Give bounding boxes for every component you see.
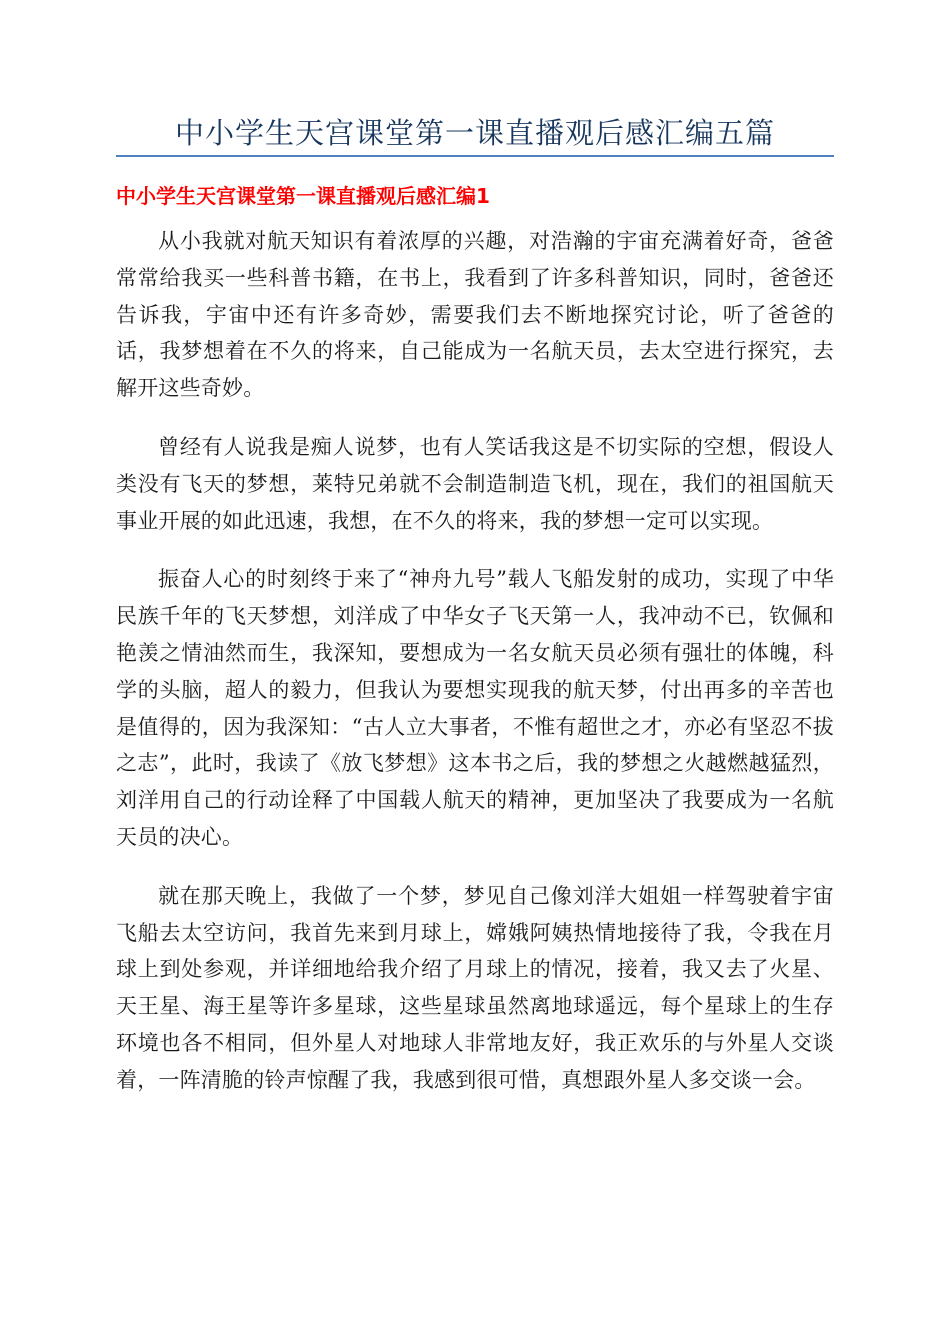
body-paragraph-1: 从小我就对航天知识有着浓厚的兴趣，对浩瀚的宇宙充满着好奇，爸爸常常给我买一些科普书籍，在书上，我看到了许多科普知识，同时，爸爸还告诉我，宇宙中还有许多奇妙，需要我们去不断地探究讨论，听了爸爸的话，我梦想着在不久的将来，自己能成为一名航天员，去太空进行探究，去解开这些奇妙。 xyxy=(116,229,834,401)
document-title: 中小学生天宫课堂第一课直播观后感汇编五篇 xyxy=(174,116,775,150)
body-paragraph-4: 就在那天晚上，我做了一个梦，梦见自己像刘洋大姐姐一样驾驶着宇宙飞船去太空访问，我首先来到月球上，嫦娥阿姨热情地接待了我，令我在月球上到处参观，并详细地给我介绍了月球上的情况，接着，我又去了火星、天王星、海王星等许多星球，这些星球虽然离地球遥远，每个星球上的生存环境也各不相同，但外星人对地球人非常地友好，我正欢乐的与外星人交谈着，一阵清脆的铃声惊醒了我，我感到很可惜，真想跟外星人多交谈一会。 xyxy=(116,883,834,1092)
section-heading: 中小学生天宫课堂第一课直播观后感汇编1 xyxy=(116,184,490,208)
document-body xyxy=(116,223,834,1121)
body-paragraph-2: 曾经有人说我是痴人说梦，也有人笑话我这是不切实际的空想，假设人类没有飞天的梦想，莱特兄弟就不会制造制造飞机，现在，我们的祖国航天事业开展的如此迅速，我想，在不久的将来，我的梦想一定可以实现。 xyxy=(116,434,834,533)
body-paragraph-3: 振奋人心的时刻终于来了“神舟九号”载人飞船发射的成功，实现了中华民族千年的飞天梦想，刘洋成了中华女子飞天第一人，我冲动不已，钦佩和艳羡之情油然而生，我深知，要想成为一名女航天员必须有强壮的体魄，科学的头脑，超人的毅力，但我认为要想实现我的航天梦，付出再多的辛苦也是值得的，因为我深知：“古人立大事者，不惟有超世之才，亦必有坚忍不拔之志”，此时，我读了《放飞梦想》这本书之后，我的梦想之火越燃越猛烈，刘洋用自己的行动诠释了中国载人航天的精神，更加坚决了我要成为一名航天员的决心。 xyxy=(116,567,834,849)
title-underline-rule xyxy=(116,155,834,157)
